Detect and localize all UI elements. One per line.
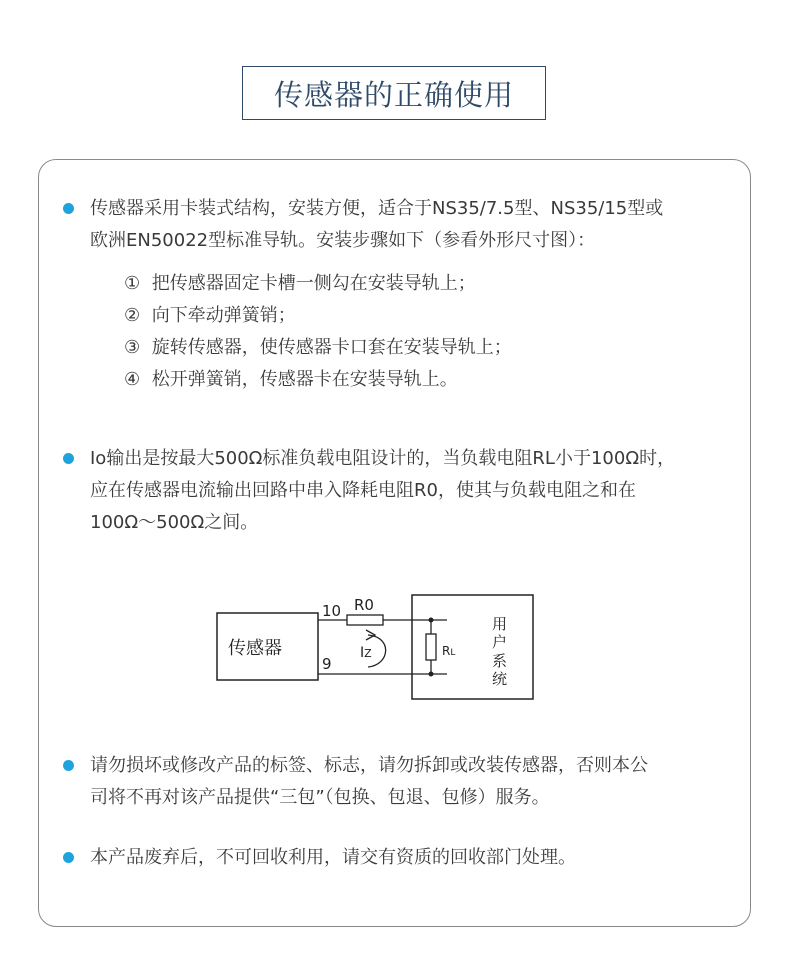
warning-paragraph-line-2: 司将不再对该产品提供“三包”（包换、包退、包修）服务。 [90,787,550,808]
bullet-dot [63,760,74,771]
bullet-dot [63,852,74,863]
install-step [124,268,476,299]
sensor-label: 传感器 [228,638,282,659]
step-number: ④ [124,369,141,390]
step-text: 松开弹簧销，传感器卡在安装导轨上。 [151,369,458,390]
pin-10-label: 10 [322,602,342,620]
install-paragraph-line-2: 欧洲EN50022型标准导轨。安装步骤如下（参看外形尺寸图）： [90,230,596,251]
rl-sub: L [450,648,456,658]
user-system-char: 系 [492,652,508,670]
warning-paragraph-line-1: 请勿损坏或修改产品的标签、标志，请勿拆卸或改装传感器，否则本公 [90,755,648,776]
iz-main: I [360,645,365,661]
r0-label: R0 [354,596,374,614]
install-step [124,364,458,395]
rl-main: R [442,644,451,658]
step-text: 旋转传感器，使传感器卡口套在安装导轨上； [151,337,512,358]
disposal-paragraph: 本产品废弃后，不可回收利用，请交有资质的回收部门处理。 [90,847,576,868]
install-paragraph-line-1: 传感器采用卡装式结构，安装方便，适合于NS35/7.5型、NS35/15型或 [90,198,664,219]
output-paragraph-line-2: 应在传感器电流输出回路中串入降耗电阻R0，使其与负载电阻之和在 [90,480,636,501]
user-system-char: 户 [492,633,508,651]
output-paragraph-line-3: 100Ω～500Ω之间。 [90,512,259,533]
step-number: ② [124,305,141,326]
install-step [124,300,296,331]
step-text: 把传感器固定卡槽一侧勾在安装导轨上； [151,273,476,294]
install-step [124,332,512,363]
output-paragraph-line-1: Io输出是按最大500Ω标准负载电阻设计的，当负载电阻RL小于100Ω时， [90,448,676,469]
step-number: ① [124,273,141,294]
pin-9-label: 9 [322,655,332,673]
user-system-char: 用 [492,615,508,633]
page-title: 传感器的正确使用 [242,66,546,120]
bullet-dot [63,453,74,464]
step-number: ③ [124,337,141,358]
user-system-char: 统 [492,670,508,688]
iz-sub: Z [364,647,372,660]
bullet-dot [63,203,74,214]
step-text: 向下牵动弹簧销； [151,305,296,326]
